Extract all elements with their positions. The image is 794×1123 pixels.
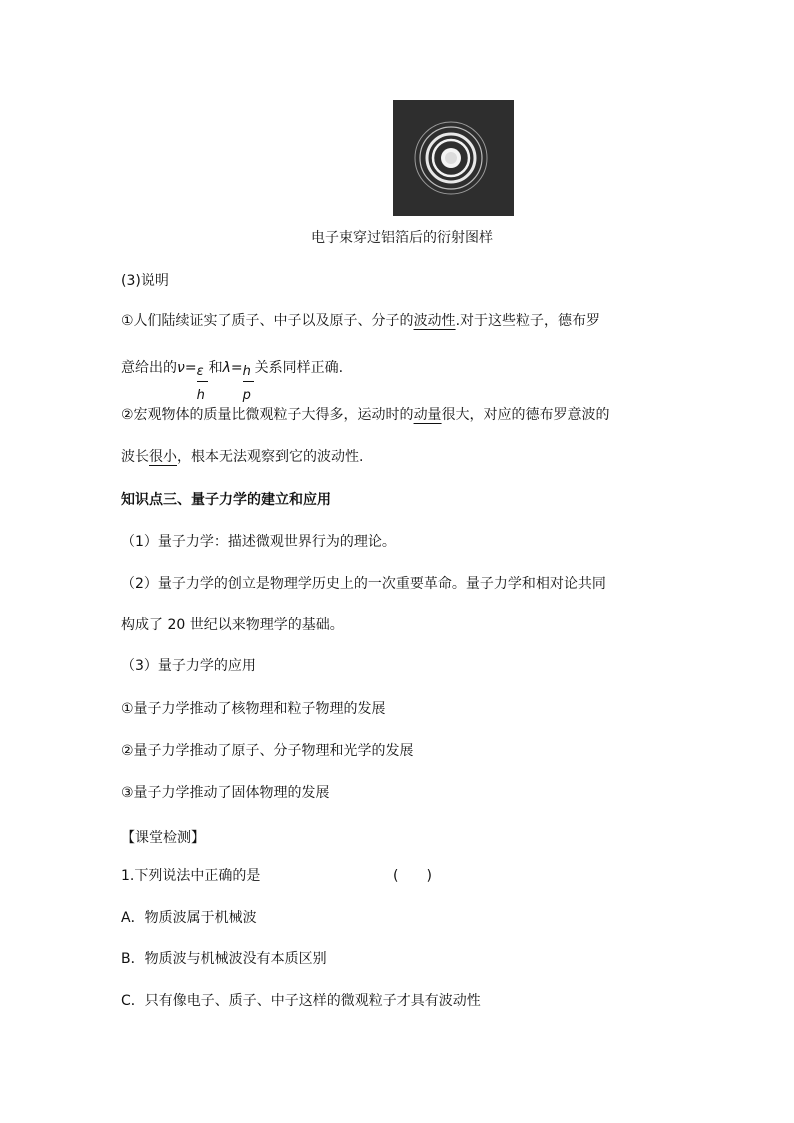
item2-line2-prefix: 波长 [121, 449, 149, 465]
fraction-denominator-p: p [242, 388, 251, 403]
item1-line2-prefix: 意给出的 [121, 360, 177, 376]
fraction-bar [243, 381, 254, 382]
figure-caption: 电子束穿过铝箔后的衍射图样 [311, 230, 493, 246]
option-a: A．物质波属于机械波 [121, 910, 257, 926]
fraction-bar [197, 381, 208, 382]
application-1: ①量子力学推动了核物理和粒子物理的发展 [121, 701, 386, 717]
nu-symbol: ν= [177, 360, 197, 376]
paragraph-2-line2: 构成了 20 世纪以来物理学的基础。 [121, 617, 344, 633]
lambda-symbol: λ= [222, 360, 243, 376]
option-b: B．物质波与机械波没有本质区别 [121, 951, 327, 967]
item2-line1 [121, 404, 610, 424]
item2-prefix: ②宏观物体的质量比微观粒子大得多，运动时的 [121, 407, 414, 423]
item1-prefix: ①人们陆续证实了质子、中子以及原子、分子的 [121, 313, 414, 329]
item2-blank2: 很小 [149, 449, 177, 465]
item2-mid: 很大，对应的德布罗意波的 [441, 407, 610, 423]
item1-line1 [121, 310, 600, 330]
knowledge-point-3-title: 知识点三、量子力学的建立和应用 [121, 492, 331, 508]
item1-suffix: .对于这些粒子，德布罗 [455, 313, 601, 329]
item2-line2-suffix: ，根本无法观察到它的波动性. [177, 449, 364, 465]
fraction-denominator-h: h [196, 388, 205, 403]
and-text: 和 [208, 360, 223, 376]
application-3: ③量子力学推动了固体物理的发展 [121, 785, 330, 801]
item2-line2 [121, 446, 363, 466]
classroom-check-title: 【课堂检测】 [121, 830, 205, 846]
application-2: ②量子力学推动了原子、分子物理和光学的发展 [121, 743, 414, 759]
diffraction-rings-graphic [393, 100, 514, 216]
paragraph-2-line1: （2）量子力学的创立是物理学历史上的一次重要革命。量子力学和相对论共同 [121, 576, 606, 592]
question-1-answer-paren: ( ) [393, 868, 432, 884]
paragraph-3: （3）量子力学的应用 [121, 658, 256, 674]
diffraction-image [393, 100, 514, 216]
item2-blank1: 动量 [413, 407, 442, 423]
item1-blank: 波动性 [413, 313, 456, 329]
item1-line2 [121, 357, 344, 403]
question-1-stem: 1.下列说法中正确的是 [121, 868, 261, 884]
paragraph-1: （1）量子力学：描述微观世界行为的理论。 [121, 534, 396, 550]
option-c: C．只有像电子、质子、中子这样的微观粒子才具有波动性 [121, 993, 481, 1009]
section-3-title: (3)说明 [121, 273, 169, 289]
item1-line2-suffix: 关系同样正确. [254, 360, 344, 376]
fraction-numerator-h: h [242, 364, 251, 379]
fraction-numerator-eps: ε [196, 364, 204, 379]
